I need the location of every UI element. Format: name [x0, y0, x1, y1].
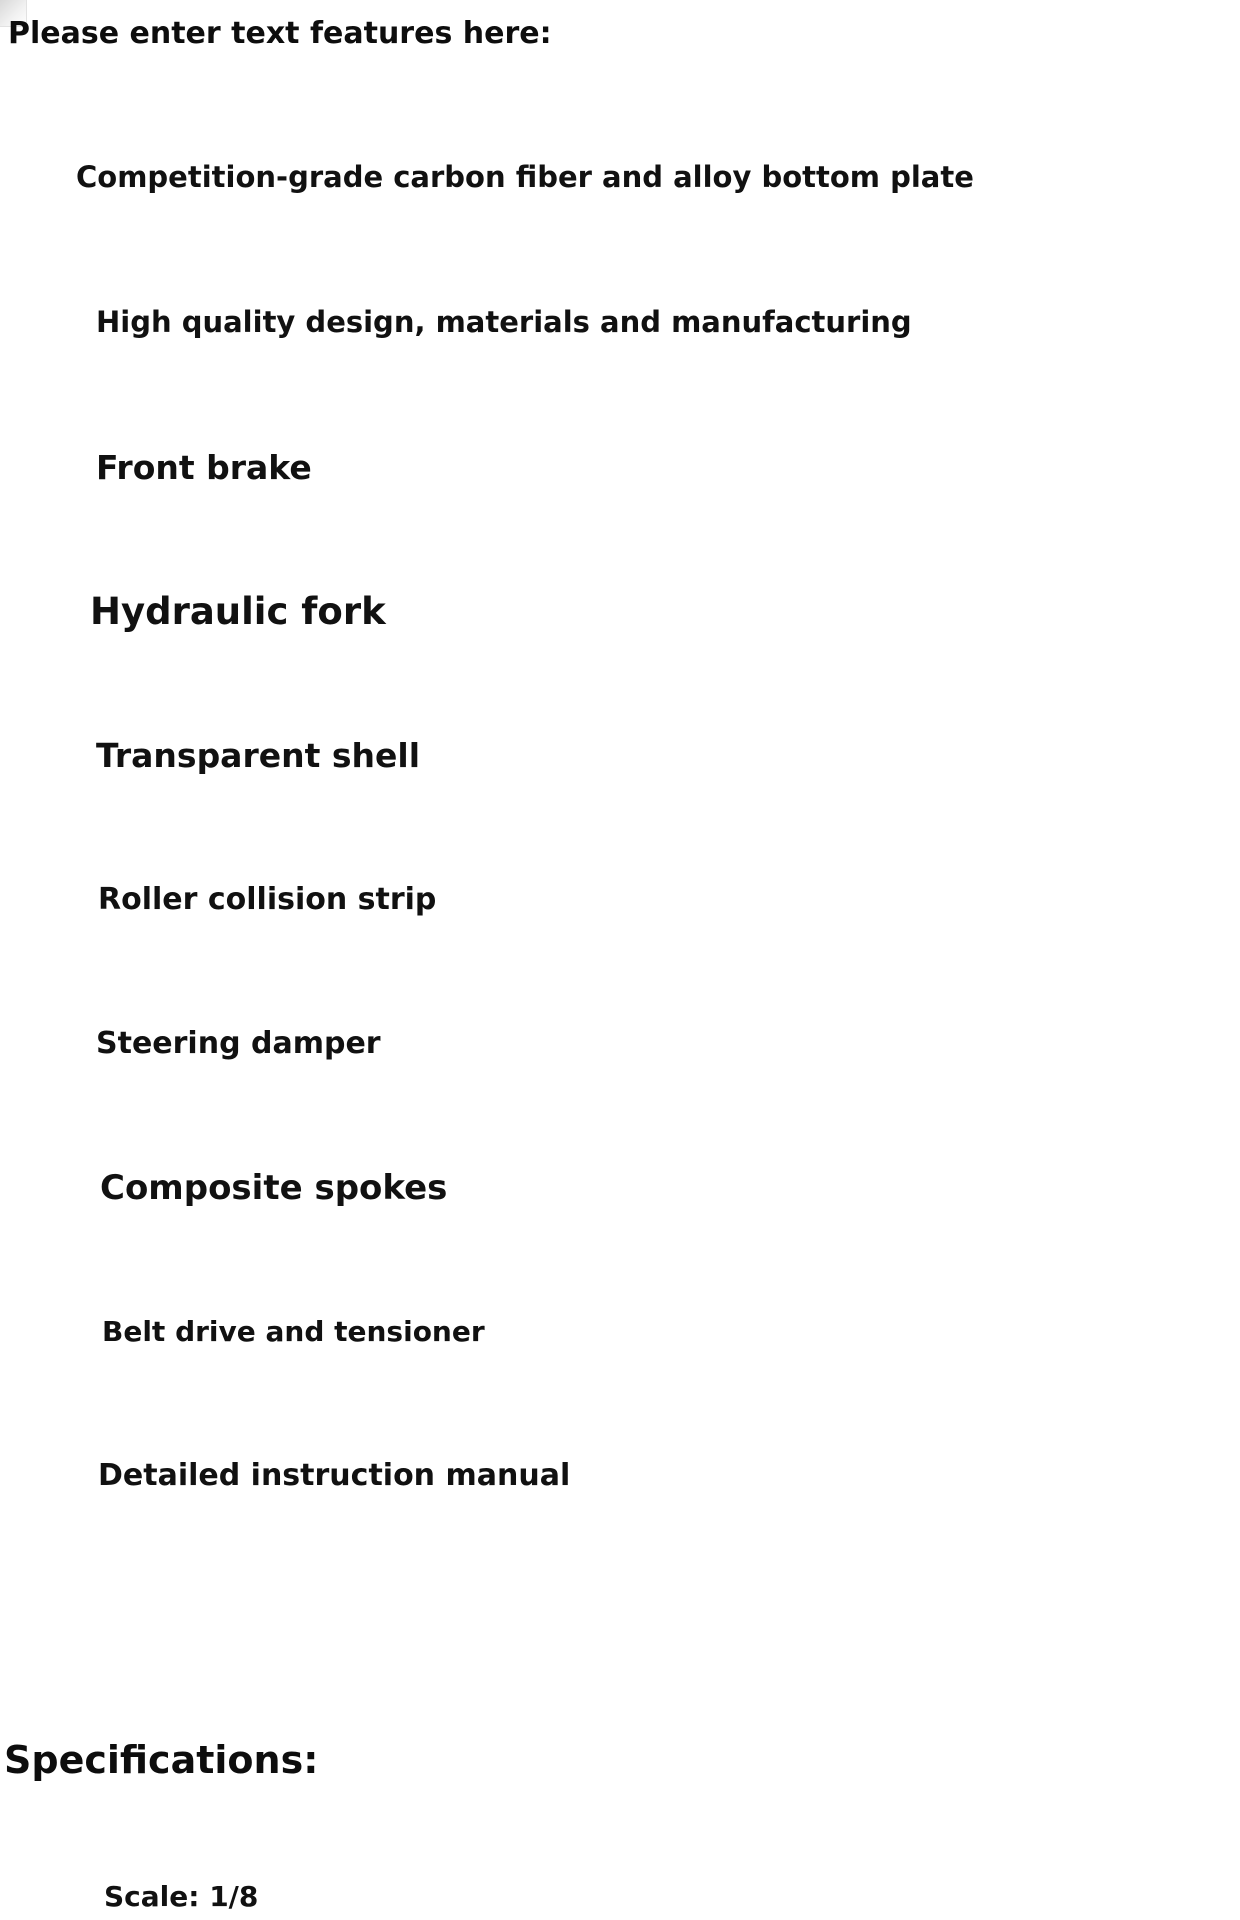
feature-item: Belt drive and tensioner — [102, 1315, 485, 1348]
spec-item: Scale: 1/8 — [104, 1880, 259, 1913]
feature-item: Competition-grade carbon fiber and alloy bottom plate — [76, 160, 974, 194]
feature-item: Composite spokes — [100, 1168, 448, 1208]
feature-item: Roller collision strip — [98, 882, 437, 917]
feature-item: Steering damper — [96, 1026, 381, 1061]
feature-item: Transparent shell — [96, 736, 421, 775]
feature-item: Detailed instruction manual — [98, 1458, 571, 1493]
feature-item: Front brake — [96, 448, 312, 487]
feature-item: High quality design, materials and manufacturing — [96, 305, 912, 339]
feature-item: Hydraulic fork — [90, 590, 386, 633]
intro-heading: Please enter text features here: — [8, 16, 552, 51]
specifications-heading: Specifications: — [4, 1738, 319, 1782]
